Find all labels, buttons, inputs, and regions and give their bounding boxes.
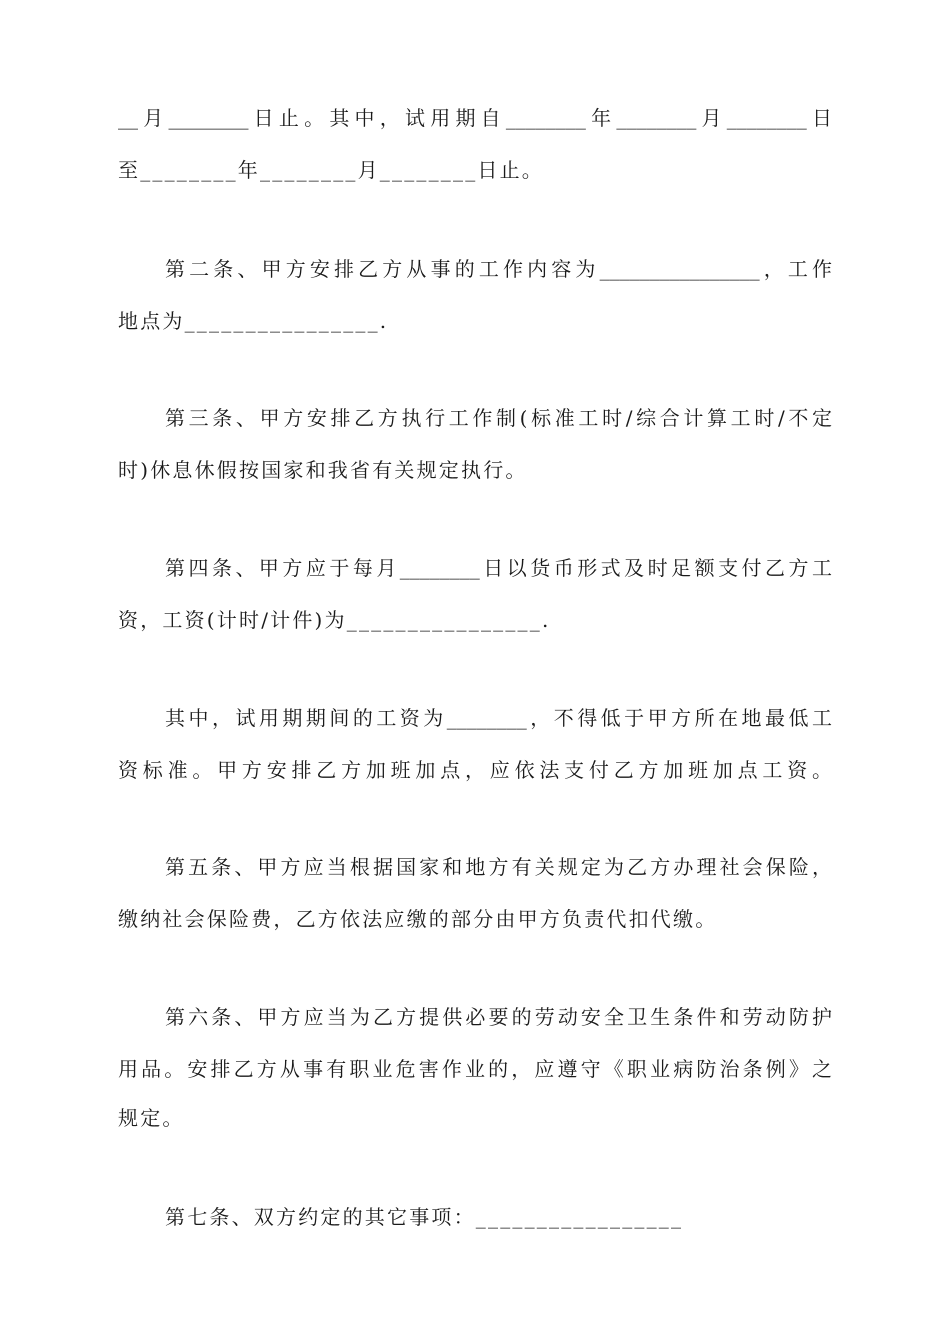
text-line: 规定。 bbox=[118, 1106, 185, 1130]
article-3-line: 第三条、甲方安排乙方执行工作制(标准工时/综合计算工时/不定 bbox=[165, 406, 832, 430]
article-6-line: 第六条、甲方应当为乙方提供必要的劳动安全卫生条件和劳动防护 bbox=[165, 1005, 832, 1029]
text-line: 缴纳社会保险费，乙方依法应缴的部分由甲方负责代扣代缴。 bbox=[118, 907, 718, 931]
text-line: 资标准。甲方安排乙方加班加点，应依法支付乙方加班加点工资。 bbox=[118, 758, 832, 782]
text-line: 资，工资(计时/计件)为________________. bbox=[118, 608, 551, 632]
paragraph-line: 其中，试用期期间的工资为________，不得低于甲方所在地最低工 bbox=[165, 706, 832, 730]
text-line: 至________年________月________日止。 bbox=[118, 158, 544, 182]
article-7-line: 第七条、双方约定的其它事项：_________________ bbox=[165, 1205, 684, 1229]
article-4-line: 第四条、甲方应于每月________日以货币形式及时足额支付乙方工 bbox=[165, 556, 832, 580]
text-line: 用品。安排乙方从事有职业危害作业的，应遵守《职业病防治条例》之 bbox=[118, 1057, 832, 1081]
article-2-line: 第二条、甲方安排乙方从事的工作内容为________________，工作 bbox=[165, 257, 832, 281]
text-line: 地点为________________. bbox=[118, 309, 389, 333]
text-line: 时)休息休假按国家和我省有关规定执行。 bbox=[118, 458, 528, 482]
article-5-line: 第五条、甲方应当根据国家和地方有关规定为乙方办理社会保险， bbox=[165, 855, 832, 879]
text-line: __月________日止。其中，试用期自________年________月________日 bbox=[118, 106, 832, 130]
